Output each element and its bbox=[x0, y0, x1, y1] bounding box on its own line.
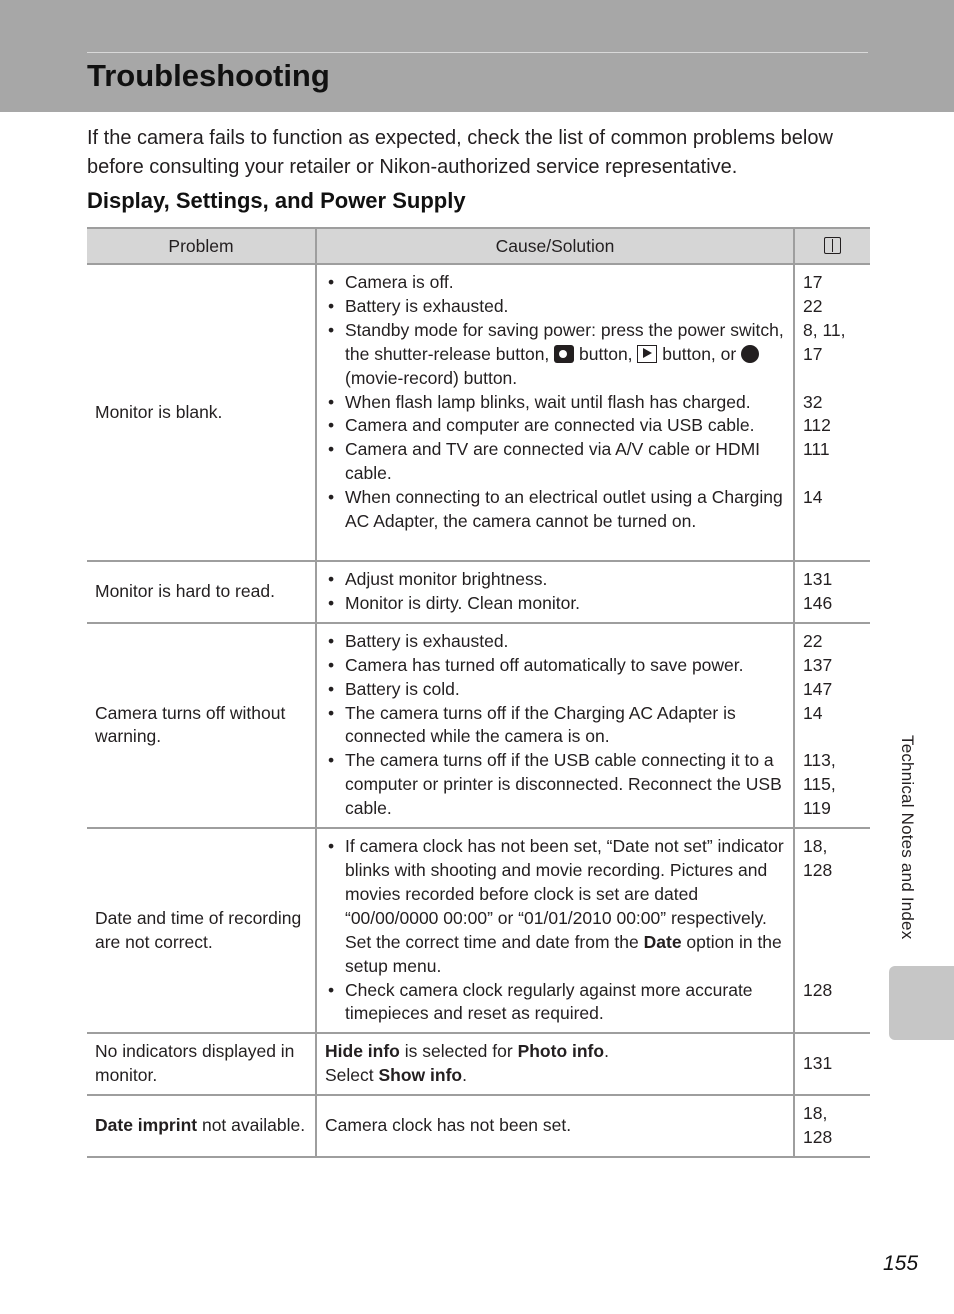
solution-list bbox=[325, 568, 785, 616]
page-ref: 131 bbox=[803, 1053, 833, 1074]
problem-cell: No indicators displayed in monitor. bbox=[87, 1033, 316, 1095]
page-ref: 18, bbox=[803, 836, 828, 857]
page-ref bbox=[803, 367, 862, 391]
problem-cell: Monitor is blank. bbox=[87, 264, 316, 561]
playback-icon bbox=[637, 345, 657, 363]
solution-item: • Camera and computer are connected via USB cable. bbox=[325, 414, 785, 438]
page-ref: 146 bbox=[803, 592, 833, 613]
solution-cell bbox=[316, 1033, 794, 1095]
solution-item: • Battery is cold. bbox=[325, 678, 785, 702]
shooting-mode-icon bbox=[554, 345, 574, 363]
table-row bbox=[87, 264, 870, 561]
page-ref: 32 bbox=[803, 391, 823, 412]
table-row bbox=[87, 623, 870, 828]
solution-item: • Check camera clock regularly against more accurate timepieces and reset as required. bbox=[325, 979, 785, 1027]
table-row bbox=[87, 1095, 870, 1157]
solution-item: • The camera turns off if the USB cable connecting it to a computer or printer is disconnected. Reconnect the USB cable. bbox=[325, 749, 785, 821]
section-title: Display, Settings, and Power Supply bbox=[87, 188, 466, 213]
solution-list bbox=[325, 630, 785, 821]
movie-record-icon bbox=[741, 345, 759, 363]
column-header-page-reference bbox=[794, 228, 870, 264]
page-ref: 115, bbox=[803, 774, 836, 795]
table-row bbox=[87, 561, 870, 623]
solution-item: • If camera clock has not been set, “Date not set” indicator blinks with shooting and movie recording. Pictures and movies recorded before clock is set are dated “00/00/0000 00:00” or “01/01/2010 00:00” respectively. Set the correct time and date from the Date option in the setup menu. bbox=[325, 835, 785, 978]
page-reference-cell bbox=[794, 1033, 870, 1095]
page-ref: 128 bbox=[803, 979, 833, 1000]
page-ref: 17 bbox=[803, 272, 823, 292]
solution-item: • Camera is off. bbox=[325, 271, 785, 295]
page-title: Troubleshooting bbox=[87, 58, 330, 93]
page-ref: 128 bbox=[803, 1127, 833, 1148]
page-ref bbox=[803, 907, 862, 931]
side-section-tab bbox=[889, 966, 954, 1040]
page-ref bbox=[803, 883, 862, 907]
solution-item: • Monitor is dirty. Clean monitor. bbox=[325, 592, 785, 616]
page-ref bbox=[803, 462, 862, 486]
page-ref: 137 bbox=[803, 654, 833, 675]
page-ref: 147 bbox=[803, 678, 833, 699]
page-ref: 112 bbox=[803, 415, 831, 436]
page-ref: 14 bbox=[803, 487, 823, 508]
solution-list bbox=[325, 271, 785, 534]
solution-line: Hide info is selected for Photo info. bbox=[325, 1041, 609, 1062]
problem-cell: Camera turns off without warning. bbox=[87, 623, 316, 828]
solution-list bbox=[325, 835, 785, 1026]
solution-cell bbox=[316, 264, 794, 561]
page-ref: 14 bbox=[803, 702, 823, 723]
page-ref: 22 bbox=[803, 630, 823, 651]
solution-item: • Battery is exhausted. bbox=[325, 630, 785, 654]
solution-item: • Standby mode for saving power: press the power switch, the shutter-release button, button, button, or (movie-record) button. bbox=[325, 319, 785, 391]
table-row bbox=[87, 828, 870, 1033]
column-header-problem: Problem bbox=[87, 228, 316, 264]
page-ref: 119 bbox=[803, 798, 831, 819]
page-ref: 18, bbox=[803, 1103, 828, 1124]
page-number: 155 bbox=[883, 1252, 919, 1275]
solution-cell: Camera clock has not been set. bbox=[316, 1095, 794, 1157]
troubleshooting-table bbox=[87, 227, 870, 1158]
page-ref bbox=[803, 955, 862, 979]
page-reference-cell bbox=[794, 264, 870, 561]
page-reference-cell bbox=[794, 1095, 870, 1157]
table-row bbox=[87, 1033, 870, 1095]
page-ref: 8, 11, bbox=[803, 319, 846, 340]
side-section-label: Technical Notes and Index bbox=[898, 735, 917, 940]
column-header-cause: Cause/Solution bbox=[316, 228, 794, 264]
problem-cell: Monitor is hard to read. bbox=[87, 561, 316, 623]
page-ref: 111 bbox=[803, 439, 830, 460]
page-ref: 22 bbox=[803, 295, 823, 316]
page-ref: 17 bbox=[803, 343, 823, 364]
page-ref bbox=[803, 725, 862, 749]
page-reference-cell bbox=[794, 561, 870, 623]
page-reference-icon bbox=[824, 237, 841, 254]
intro-paragraph: If the camera fails to function as expected, check the list of common problems below before consulting your retailer or Nikon-authorized service representative. bbox=[87, 127, 833, 178]
solution-cell bbox=[316, 828, 794, 1033]
header-band bbox=[0, 0, 954, 112]
solution-item: • The camera turns off if the Charging AC Adapter is connected while the camera is on. bbox=[325, 702, 785, 750]
table-header-row bbox=[87, 228, 870, 264]
header-rule bbox=[87, 52, 868, 53]
solution-item: • Camera has turned off automatically to save power. bbox=[325, 654, 785, 678]
solution-line: Select Show info. bbox=[325, 1065, 467, 1086]
problem-cell: Date and time of recording are not correct. bbox=[87, 828, 316, 1033]
solution-cell bbox=[316, 561, 794, 623]
solution-cell bbox=[316, 623, 794, 828]
solution-item: • When connecting to an electrical outlet using a Charging AC Adapter, the camera cannot be turned on. bbox=[325, 486, 785, 534]
page-reference-cell bbox=[794, 828, 870, 1033]
date-option-label: Date bbox=[643, 931, 682, 952]
page-ref bbox=[803, 931, 862, 955]
page-ref: 128 bbox=[803, 859, 833, 880]
page-reference-cell bbox=[794, 623, 870, 828]
page-ref: 131 bbox=[803, 569, 833, 589]
problem-cell: Date imprint not available. bbox=[87, 1095, 316, 1157]
solution-item: • Camera and TV are connected via A/V cable or HDMI cable. bbox=[325, 438, 785, 486]
solution-item: • When flash lamp blinks, wait until flash has charged. bbox=[325, 391, 785, 415]
solution-item: • Adjust monitor brightness. bbox=[325, 568, 785, 592]
page-ref: 113, bbox=[803, 750, 836, 771]
solution-item: • Battery is exhausted. bbox=[325, 295, 785, 319]
